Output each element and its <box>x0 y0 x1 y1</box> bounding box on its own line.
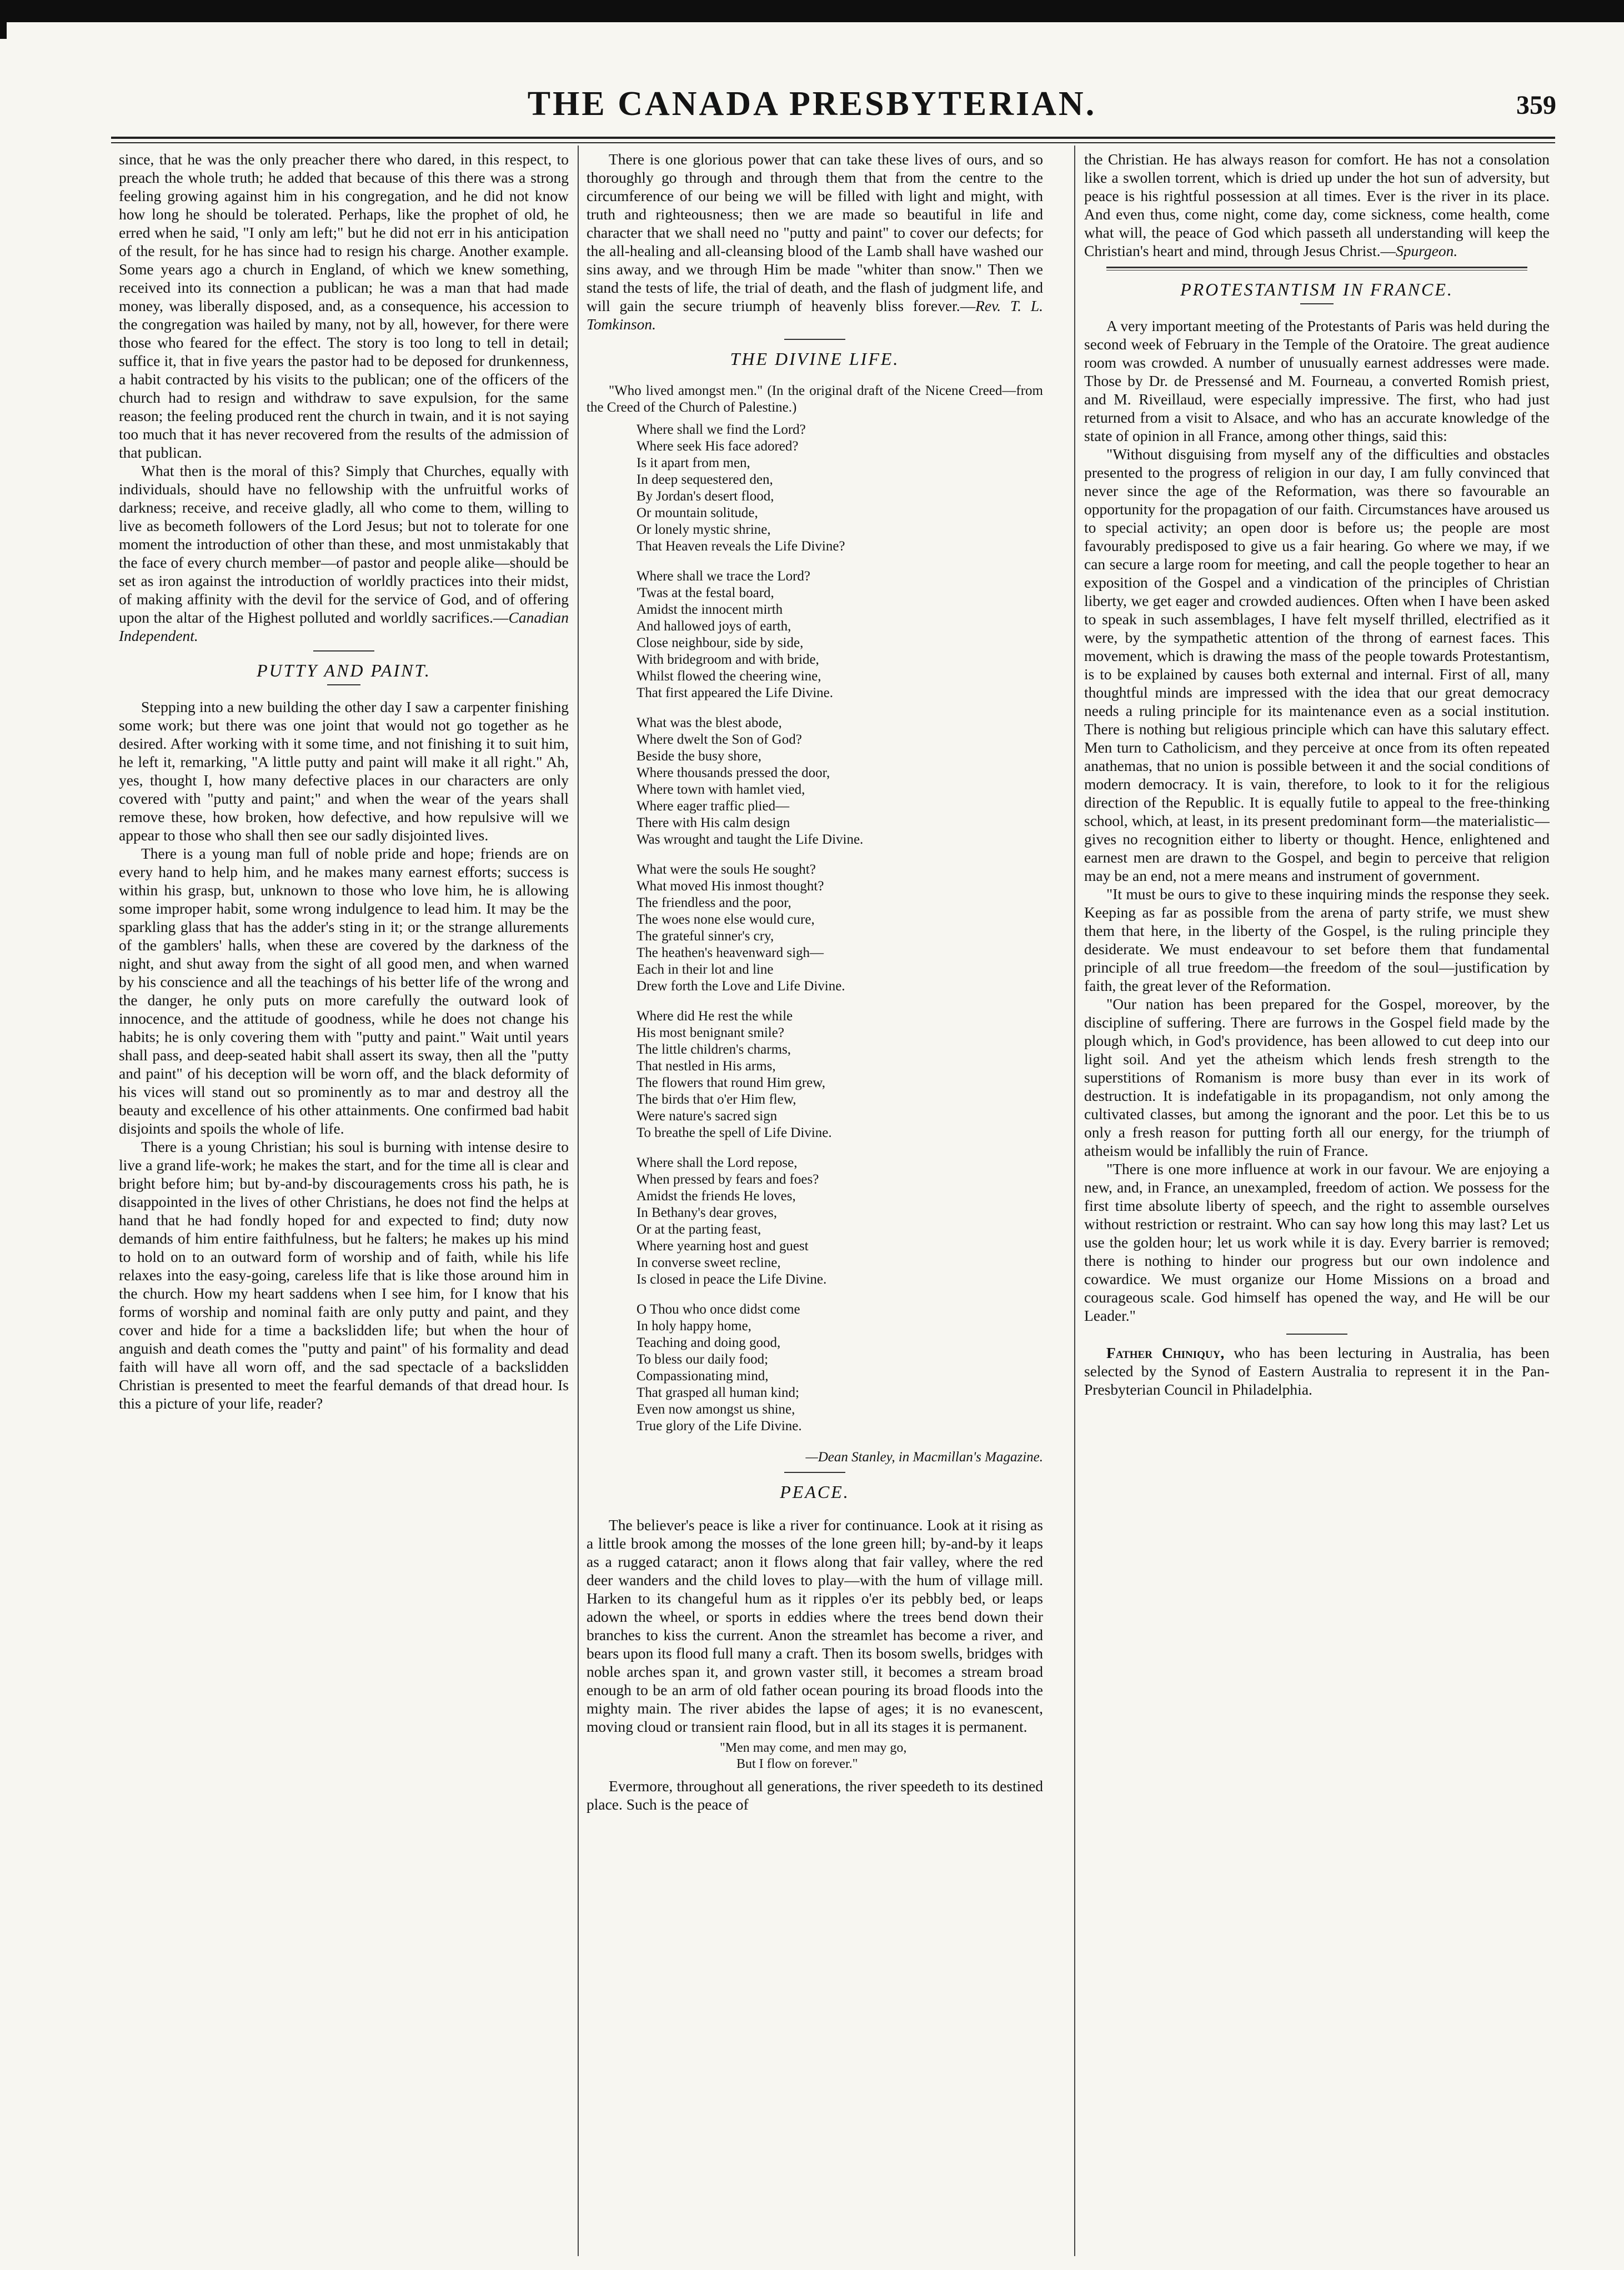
glorious-power-paragraph <box>587 150 1043 333</box>
divine-life-heading: THE DIVINE LIFE. <box>730 349 900 369</box>
moral-text: What then is the moral of this? Simply that Churches, equally with individuals, should have no fellowship with the unfruitful works of darkness; receive, and receive gladly, all who come to them, willing to live as becometh followers of the Lord Jesus; but not to tolerate for one moment the introduction of other than these, and most unmistakably that the face of every church member—of pastor and people alike—should be set as iron against the introduction of worldly practices into their midst, of making affinity with the devil for the service of God, and of offering upon the altar of the Highest polluted and worldly sacrifices.— <box>119 462 569 626</box>
poem-line: Even now amongst us shine, <box>636 1402 795 1417</box>
poem-line: Was wrought and taught the Life Divine. <box>636 832 864 847</box>
poem-line: The heathen's heavenward sigh— <box>636 945 824 960</box>
protestantism-paragraph-1: A very important meeting of the Protestants of Paris was held during the second week of February in the Temple of the Oratoire. The great audience room was crowded. A number of unusually earnest addresses were made. Those by Dr. de Pressensé and M. Fourneau, a converted Romish priest, and M. Riveillaud, were especially impressive. The first, who had just returned from a visit to Alsace, and who has an accurate knowledge of the state of opinion in all France, among other things, said this: <box>1084 317 1550 444</box>
masthead <box>0 84 1624 134</box>
column-divider-2 <box>1074 146 1075 2256</box>
poem-line: His most benignant smile? <box>636 1025 784 1040</box>
poem-line: Amidst the friends He loves, <box>636 1189 796 1204</box>
section-divider <box>313 650 374 652</box>
poem-line: In Bethany's dear groves, <box>636 1205 778 1220</box>
poem-line: Where shall we trace the Lord? <box>636 569 811 584</box>
protestantism-paragraph-2: "Without disguising from myself any of the difficulties and obstacles presented to the progress of religion in our day, I am fully convinced that never since the age of the Reformation, was there so favourable an opportunity for the propagation of our faith. Circumstances have aroused us to special activity; an open door is before us; the people are most favourably predisposed to give us a fair hearing. Go where we may, if we can secure a large room for meeting, and call the people together to hear an exposition of the Gospel and a vindication of the principles of Christian liberty, we get eager and crowded audiences. Often when I have been asked to speak in such assemblages, I have felt myself thrilled, electrified as it were, by the sympathetic attention of the throng of earnest faces. This movement, which is drawing the mass of the people towards Protestantism, is to be explained by causes both external and internal. First of all, many thoughtful minds are impressed with the idea that our great democracy needs a ruling principle for its maintenance even as a social institution. There is nothing but religious principle which can have this salutary effect. Men turn to Catholicism, and they perceive at once from its often repeated anathemas, that no union is possible between it and the social conditions of modern democracy. It is vain, therefore, to look to it for the religious direction of the Republic. It is equally futile to appeal to the free-thinking school, which, at least, in its present predominant form—the materialistic—gives no recognition either to liberty or thought. Hence, enlightened and earnest men are drawn to the Gospel, and begin to perceive that religion may be an end, not a mere means and instrument of government. <box>1084 445 1550 884</box>
section-divider-double <box>1106 267 1527 270</box>
poem-stanza <box>636 861 1043 995</box>
poem-line: That Heaven reveals the Life Divine? <box>636 539 845 554</box>
protestantism-paragraph-3: "It must be ours to give to these inquiring minds the response they seek. Keeping as far as possible from the arena of party strife, we must shew them that here, in the liberty of the Gospel, is the ruling principle they desiderate. We must endeavour to set before them that fundamental principle of all true freedom—the freedom of the soul—justification by faith, the great lever of the Reformation. <box>1084 885 1550 994</box>
poem-line: O Thou who once didst come <box>636 1302 800 1317</box>
quote-line: "Men may come, and men may go, <box>720 1741 907 1755</box>
poem-line: Is closed in peace the Life Divine. <box>636 1272 827 1287</box>
protestantism-paragraph-5: "There is one more influence at work in our favour. We are enjoying a new, and, in France, an unexampled, freedom of action. We possess for the first time absolute liberty of speech, and the right to assemble ourselves without restriction or restraint. Who can say how long this may last? Let us use the golden hour; let us work while it is day. Every barrier is removed; there is nothing to hinder our progress but our own indolence and cowardice. We must organize our Home Missions on a broad and courageous scale. God himself has opened the way, and He will be our Leader." <box>1084 1160 1550 1324</box>
poem-line: Or at the parting feast, <box>636 1222 761 1237</box>
chiniquy-notice <box>1084 1344 1550 1399</box>
poem-line: In deep sequestered den, <box>636 472 773 487</box>
column-left <box>119 150 569 2261</box>
poem-line: With bridegroom and with bride, <box>636 652 819 667</box>
poem-stanza <box>636 422 1043 555</box>
poem-line: To breathe the spell of Life Divine. <box>636 1125 832 1140</box>
poem-line: In holy happy home, <box>636 1319 751 1334</box>
glorious-attribution: Rev. T. L. Tomkinson. <box>587 297 1043 333</box>
poem-line: 'Twas at the festal board, <box>636 585 774 600</box>
poem-line: Each in their lot and line <box>636 962 774 977</box>
peace-heading: PEACE. <box>780 1482 850 1502</box>
column-middle <box>587 150 1043 2261</box>
peace-attribution: Spurgeon. <box>1396 242 1458 259</box>
poem-stanza <box>636 1008 1043 1141</box>
poem-line: Teaching and doing good, <box>636 1335 781 1350</box>
poem-line: The little children's charms, <box>636 1042 791 1057</box>
poem-line: Drew forth the Love and Life Divine. <box>636 979 845 994</box>
poem-line: Where did He rest the while <box>636 1009 793 1024</box>
header-rule-thick <box>111 137 1555 139</box>
poem-line: True glory of the Life Divine. <box>636 1419 802 1434</box>
section-divider <box>784 1472 845 1473</box>
poem-line: That first appeared the Life Divine. <box>636 685 834 700</box>
article-continuation: since, that he was the only preacher there who dared, in this respect, to preach the whole truth; he added that because of this there was a strong feeling growing against him in his congregation, and he did not know how long he should be tolerated. Perhaps, like the prophet of old, he erred when he said, "I only am left;" but he did not err in his anticipation of the result, for he has since had to resign his charge. Another example. Some years ago a church in England, of which we knew something, received into its connection a publican; he was a man that had made money, was liberally disposed, and, as a consequence, his accession to the congregation was hailed by many, not by all, however, for there were those who feared for the effect. The story is too long to tell in detail; suffice it, that in five years the pastor had to be deposed for drunkenness, a habit contracted by his visits to the publican; one of the officers of the church had to resign and withdraw to save expulsion, for the same reason; the feeling produced rent the church in twain, and it is not saying too much that it has never recovered from the results of the admission of that publican. <box>119 151 569 461</box>
peace-paragraph-1: The believer's peace is like a river for continuance. Look at it rising as a little brook among the mosses of the lone green hill; by-and-by it leaps as a rugged cataract; anon it flows along that fair valley, where the red deer wanders and the child loves to play—with the hum of village mill. Harken to its changeful hum as it ripples o'er its pebbly bed, or leaps adown the wheel, or sports in eddies where the trees bend down their branches to kiss the current. Anon the streamlet has become a river, and bears upon its flood full many a craft. Then its bosom swells, bridges with noble arches span it, and grown vaster still, it becomes a stream broad enough to be an arm of old father ocean pouring its broad floods into the mighty main. The river abides the lapse of ages; it is no evanescent, moving cloud or transient rain flood, but in all its stages it is permanent. <box>587 1516 1043 1735</box>
poem-line: Where seek His face adored? <box>636 439 799 454</box>
left-edge-mark <box>0 0 7 39</box>
poem-line: In converse sweet recline, <box>636 1255 781 1270</box>
poem-line: Or mountain solitude, <box>636 505 758 520</box>
top-black-bar <box>0 0 1624 22</box>
poem-line: What moved His inmost thought? <box>636 879 824 894</box>
chiniquy-name: Father Chiniquy, <box>1106 1344 1225 1361</box>
putty-paragraph-3: There is a young Christian; his soul is burning with intense desire to live a grand life-work; he makes the start, and for the time all is clear and bright before him; but by-and-by discouragements cross his path, he is disappointed in the lives of other Christians, he does not find the helps at hand that he had fondly hoped for and expected to find; duty now demands of him entire faithfulness, but he falters; he makes up his mind to hold on to an outward form of worship and of faith, while his life relaxes into the easy-going, careless life that is like those around him in the church. How my heart saddens when I see him, for I know that his forms of worship and nominal faith are only putty and paint, and they cover and hide for a time a backslidden life; but when the hour of anguish and death comes the "putty and paint" of his formality and dead faith will have all worn off, and the sad spectacle of a backslidden Christian is presented to meet the fearful demands of that dread hour. Is this a picture of your life, reader? <box>119 1138 569 1412</box>
moral-attribution: Canadian Independent. <box>119 609 569 644</box>
poem-line: What was the blest abode, <box>636 715 782 730</box>
poem-line: The woes none else would cure, <box>636 912 815 927</box>
poem-line: Beside the busy shore, <box>636 749 761 764</box>
peace-continuation <box>1084 150 1550 260</box>
protestantism-paragraph-4: "Our nation has been prepared for the Gospel, moreover, by the discipline of suffering. There are furrows in the Gospel field made by the plough which, in God's providence, has been allowed to cut deep into our light soil. And yet the atheism which lends fresh strength to the superstitions of Romanism is more busy than ever in its work of destruction. It is indefatigable in its propagandism, not only among the cultivated classes, but among the ignorant and the poor. Let this be to us only a fresh reason for putting forth all our energy, for the triumph of atheism would be infallibly the ruin of France. <box>1084 995 1550 1159</box>
glorious-text: There is one glorious power that can take these lives of ours, and so thoroughly go through and through them that from the centre to the circumference of our being we will be filled with light and might, with truth and righteousness; then we are made so beautiful in life and character that we shall need no "putty and paint" to cover our defects; for the all-healing and all-cleansing blood of the Lamb shall have washed our sins away, and we through Him be made "whiter than snow." Then we stand the tests of life, the trial of death, and the flash of judgment life, and will gain the secure triumph of heavenly bliss forever.— <box>587 151 1043 314</box>
poem-line: Close neighbour, side by side, <box>636 635 804 650</box>
poem-stanza <box>636 568 1043 701</box>
peace-paragraph-2: Evermore, throughout all generations, the river speedeth to its destined place. Such is the peace of <box>587 1777 1043 1813</box>
peace-quote <box>720 1740 1043 1772</box>
poem-line: Compassionating mind, <box>636 1369 769 1384</box>
article-moral-paragraph <box>119 462 569 645</box>
poem-line: That nestled in His arms, <box>636 1059 776 1074</box>
divine-life-poem <box>636 422 1043 1435</box>
putty-paragraph-1: Stepping into a new building the other day I saw a carpenter finishing some work; but there was one joint that would not go together as he desired. After working with it some time, and not finishing it to suit him, he left it, remarking, "A little putty and paint will make it all right." Ah, yes, thought I, how many defective places in our characters are only covered with "putty and paint;" and when the wear of the years shall remove these, how broken, how defective, and how repulsive will we appear to those who shall then see our sadly disjointed lives. <box>119 698 569 844</box>
poem-line: Is it apart from men, <box>636 455 750 470</box>
poem-line: The grateful sinner's cry, <box>636 929 774 944</box>
peace-continuation-text: the Christian. He has always reason for comfort. He has not a consolation like a swollen torrent, which is dried up under the hot sun of adversity, but peace is his rightful possession at all times. Ever is the river in its place. And even thus, come night, come day, come sickness, come health, come what will, the peace of God which passeth all understanding will keep the Christian's heart and mind, through Jesus Christ.— <box>1084 151 1550 259</box>
poem-line: The friendless and the poor, <box>636 895 791 910</box>
column-divider-1 <box>578 146 579 2256</box>
poem-line: Whilst flowed the cheering wine, <box>636 669 821 684</box>
poem-line: The birds that o'er Him flew, <box>636 1092 796 1107</box>
header-rule-thin <box>111 142 1555 143</box>
poem-line: Were nature's sacred sign <box>636 1109 778 1124</box>
poem-line: Where shall the Lord repose, <box>636 1155 798 1170</box>
newspaper-title: THE CANADA PRESBYTERIAN. <box>527 85 1097 123</box>
putty-paragraph-2: There is a young man full of noble pride and hope; friends are on every hand to help him, and he makes many earnest efforts; success is within his grasp, but, unknown to those who love him, he is allowing some improper habit, some wrong indulgence to lead him. It may be the sparkling glass that has the adder's sting in it; or the strange allurements of the gamblers' halls, when these are covered by the darkness of the night, and shut away from the sight of all good men, and when warned by his conscience and all the teachings of his better life of the wrong and the danger, he only puts on more carefully the outward look of innocence, and the attitude of goodness, while he does not change his habits; he is only covering them with "putty and paint." Wait until years shall pass, and deep-seated habit shall assert its sway, then all the "putty and paint" of his deception will be worn off, and the black deformity of his vices will stand out so prominently as to mar and destroy all the beauty and excellence of his other attainments. One confirmed bad habit disjoints and spoils the whole of life. <box>119 845 569 1137</box>
poem-stanza <box>636 1301 1043 1435</box>
poem-line: Where dwelt the Son of God? <box>636 732 802 747</box>
poem-line: And hallowed joys of earth, <box>636 619 791 634</box>
poem-line: Where shall we find the Lord? <box>636 422 806 437</box>
quote-line: But I flow on forever." <box>736 1757 858 1771</box>
poem-line: That grasped all human kind; <box>636 1385 799 1400</box>
putty-heading: PUTTY AND PAINT. <box>257 660 431 680</box>
poem-line: Where town with hamlet vied, <box>636 782 805 797</box>
chiniquy-text: who has been lecturing in Australia, has been selected by the Synod of Eastern Australia to represent it in the Pan-Presbyterian Council in Philadelphia. <box>1084 1344 1550 1398</box>
heading-underline <box>327 684 360 685</box>
poem-line: Or lonely mystic shrine, <box>636 522 771 537</box>
poem-epigraph: "Who lived amongst men." (In the original draft of the Nicene Creed—from the Creed of the Church of Palestine.) <box>587 383 1043 415</box>
poem-line: Amidst the innocent mirth <box>636 602 783 617</box>
poem-attribution: —Dean Stanley, in Macmillan's Magazine. <box>805 1450 1043 1465</box>
poem-line: Where thousands pressed the door, <box>636 765 830 780</box>
heading-underline <box>1300 303 1334 304</box>
poem-line: What were the souls He sought? <box>636 862 816 877</box>
column-right <box>1084 150 1550 2261</box>
section-divider <box>1286 1334 1347 1335</box>
poem-line: When pressed by fears and foes? <box>636 1172 819 1187</box>
poem-line: By Jordan's desert flood, <box>636 489 774 504</box>
protestantism-heading: PROTESTANTISM IN FRANCE. <box>1180 279 1453 299</box>
poem-line: Where yearning host and guest <box>636 1239 809 1254</box>
poem-stanza <box>636 1155 1043 1288</box>
poem-line: To bless our daily food; <box>636 1352 769 1367</box>
poem-line: The flowers that round Him grew, <box>636 1075 825 1090</box>
section-divider <box>784 339 845 340</box>
page-number: 359 <box>1516 91 1556 120</box>
poem-line: Where eager traffic plied— <box>636 799 790 814</box>
poem-line: There with His calm design <box>636 815 790 830</box>
poem-stanza <box>636 715 1043 848</box>
